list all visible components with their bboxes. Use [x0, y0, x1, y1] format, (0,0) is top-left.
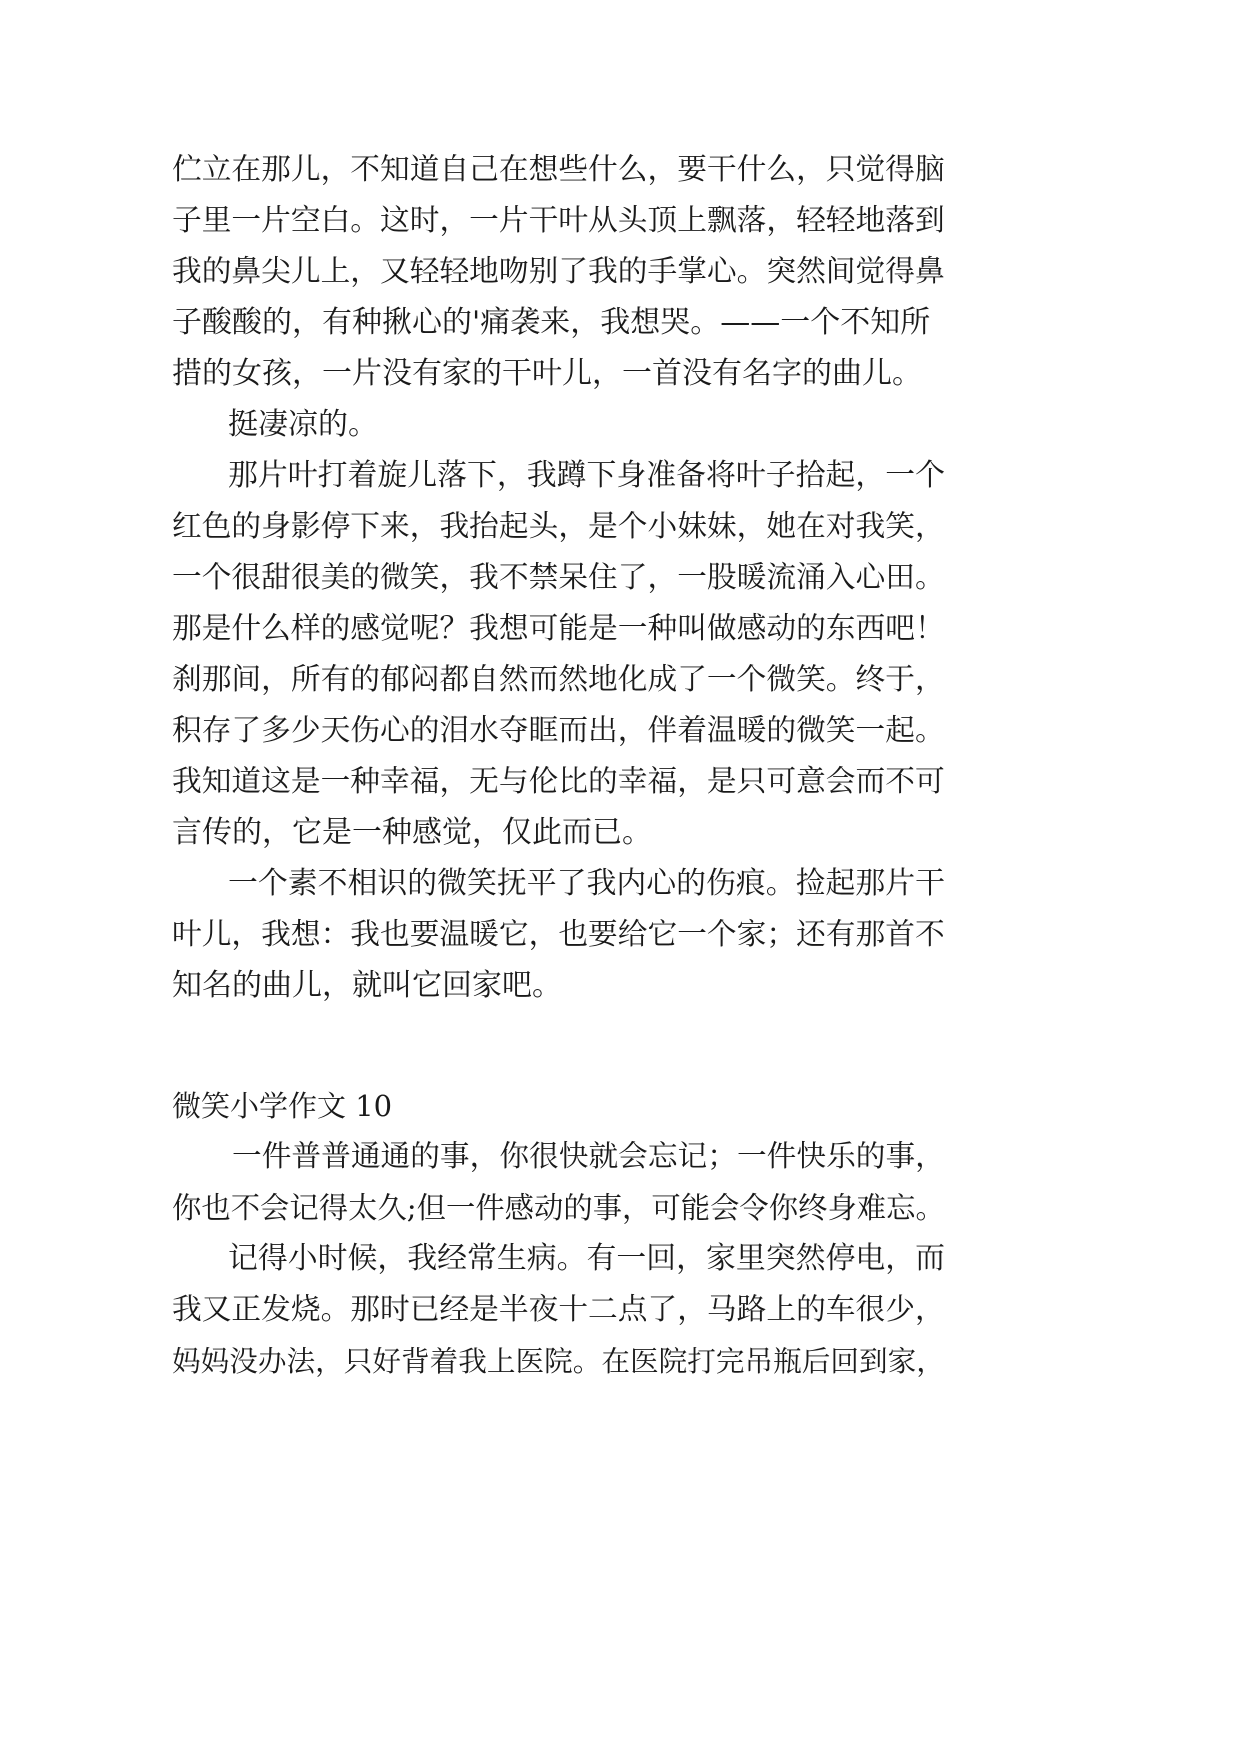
paragraph-line: 子里一片空白。这时，一片干叶从头顶上飘落，轻轻地落到: [172, 203, 945, 238]
paragraph-line: 伫立在那儿，不知道自己在想些什么，要干什么，只觉得脑: [172, 152, 945, 187]
paragraph-line: 知名的曲儿，就叫它回家吧。: [172, 968, 562, 1003]
paragraph-line: 一个素不相识的微笑抚平了我内心的伤痕。捡起那片干: [228, 866, 946, 901]
paragraph-line: 挺凄凉的。: [228, 407, 378, 442]
paragraph-line: 记得小时候，我经常生病。有一回，家里突然停电，而: [228, 1241, 946, 1276]
paragraph-line: 那片叶打着旋儿落下，我蹲下身准备将叶子拾起，一个: [228, 458, 946, 493]
paragraph-line: 一件普普通通的事，你很快就会忘记；一件快乐的事，: [232, 1139, 945, 1174]
paragraph-line: 那是什么样的感觉呢？我想可能是一种叫做感动的东西吧！: [172, 611, 945, 646]
paragraph-line: 刹那间，所有的郁闷都自然而然地化成了一个微笑。终于，: [172, 662, 945, 697]
paragraph-line: 我知道这是一种幸福，无与伦比的幸福，是只可意会而不可: [172, 764, 945, 799]
section-title: 微笑小学作文 10: [172, 1089, 393, 1123]
paragraph-line: 措的女孩，一片没有家的干叶儿，一首没有名字的曲儿。: [172, 356, 922, 391]
paragraph-line: 妈妈没办法，只好背着我上医院。在医院打完吊瓶后回到家，: [172, 1344, 945, 1378]
paragraph-line: 你也不会记得太久;但一件感动的事，可能会令你终身难忘。: [172, 1191, 945, 1225]
paragraph-line: 我的鼻尖儿上，又轻轻地吻别了我的手掌心。突然间觉得鼻: [172, 254, 945, 289]
paragraph-line: 子酸酸的，有种揪心的'痛袭来，我想哭。——一个不知所: [172, 305, 931, 340]
paragraph-line: 叶儿，我想：我也要温暖它，也要给它一个家；还有那首不: [172, 917, 945, 952]
paragraph-line: 言传的，它是一种感觉，仅此而已。: [172, 815, 652, 850]
paragraph-line: 一个很甜很美的微笑，我不禁呆住了，一股暖流涌入心田。: [172, 560, 945, 595]
paragraph-line: 积存了多少天伤心的泪水夺眶而出，伴着温暖的微笑一起。: [172, 713, 945, 748]
paragraph-line: 我又正发烧。那时已经是半夜十二点了，马路上的车很少，: [172, 1292, 945, 1327]
paragraph-line: 红色的身影停下来，我抬起头，是个小妹妹，她在对我笑，: [172, 509, 945, 544]
